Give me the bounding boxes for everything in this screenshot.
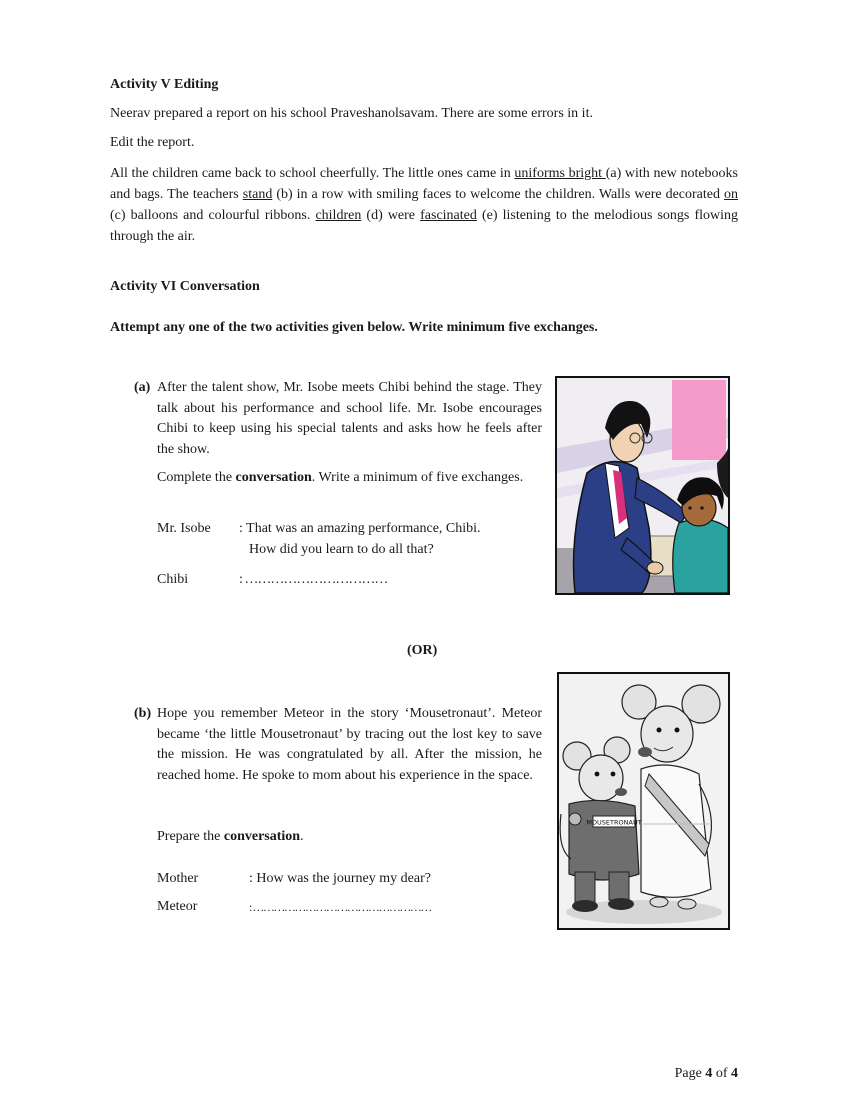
activity5-intro: Neerav prepared a report on his school Praveshanolsavam. There are some errors in it. bbox=[110, 106, 593, 121]
dialogue-line-1a: : That was an amazing performance, Chibi. bbox=[239, 521, 481, 536]
activity5-instruction: Edit the report. bbox=[110, 135, 195, 150]
option-b-label: (b) bbox=[134, 706, 152, 721]
option-a-task: Complete the conversation. Write a minimum of five exchanges. bbox=[157, 470, 524, 485]
error-a: uniforms bright bbox=[514, 166, 606, 181]
error-d: children bbox=[315, 208, 362, 223]
error-c: on bbox=[724, 187, 738, 202]
speaker-meteor: Meteor bbox=[157, 899, 198, 914]
activity5-report: All the children came back to school cheerfully. The little ones came in uniforms bright (a) with new notebooks and bags. The teachers stand (b) in a row with smiling faces to welcome the children. Walls were decorated on (c) balloons and colourful ribbons. children (d) were fascinated (e) listening to the melodious songs flowing through the air. bbox=[110, 166, 739, 244]
error-b: stand bbox=[242, 187, 273, 202]
speaker-mr-isobe: Mr. Isobe bbox=[157, 521, 211, 536]
page-number: Page 4 of 4 bbox=[674, 1066, 738, 1081]
option-a-text: After the talent show, Mr. Isobe meets Chibi behind the stage. They talk about his performance and school life. Mr. Isobe encourages Chibi to keep using his special talents and asks how he feels after the show. bbox=[157, 380, 542, 457]
dialogue-line-mother: : How was the journey my dear? bbox=[249, 871, 431, 886]
activity5-title: Activity V Editing bbox=[110, 77, 219, 92]
option-a-label: (a) bbox=[134, 380, 151, 395]
mr-isobe-chibi-drawing bbox=[557, 378, 728, 593]
speaker-chibi: Chibi bbox=[157, 572, 189, 587]
speaker-mother: Mother bbox=[157, 871, 199, 886]
option-b-text: Hope you remember Meteor in the story ‘Mousetronaut’. Meteor became ‘the little Mousetronaut’ by tracing out the lost key to save the mission. He was congratulated by all. After the mission, he reached home. He spoke to mom about his experience in the space. bbox=[157, 706, 542, 783]
dialogue-line-1b: How did you learn to do all that? bbox=[249, 542, 434, 557]
illustration-meteor-mother bbox=[557, 672, 730, 930]
answer-blank-a: : …………………………… bbox=[239, 572, 388, 587]
option-b-task: Prepare the conversation. bbox=[157, 829, 304, 844]
answer-blank-b: : …………………………………………… bbox=[249, 900, 431, 914]
meteor-mother-drawing bbox=[559, 674, 728, 928]
activity6-instruction: Attempt any one of the two activities given below. Write minimum five exchanges. bbox=[110, 320, 598, 335]
illustration-mr-isobe-chibi bbox=[555, 376, 730, 595]
error-e: fascinated bbox=[420, 208, 477, 223]
activity6-title: Activity VI Conversation bbox=[110, 279, 260, 294]
mousetronaut-badge: MOUSETRONAUT bbox=[586, 818, 642, 827]
or-separator: (OR) bbox=[407, 643, 438, 658]
